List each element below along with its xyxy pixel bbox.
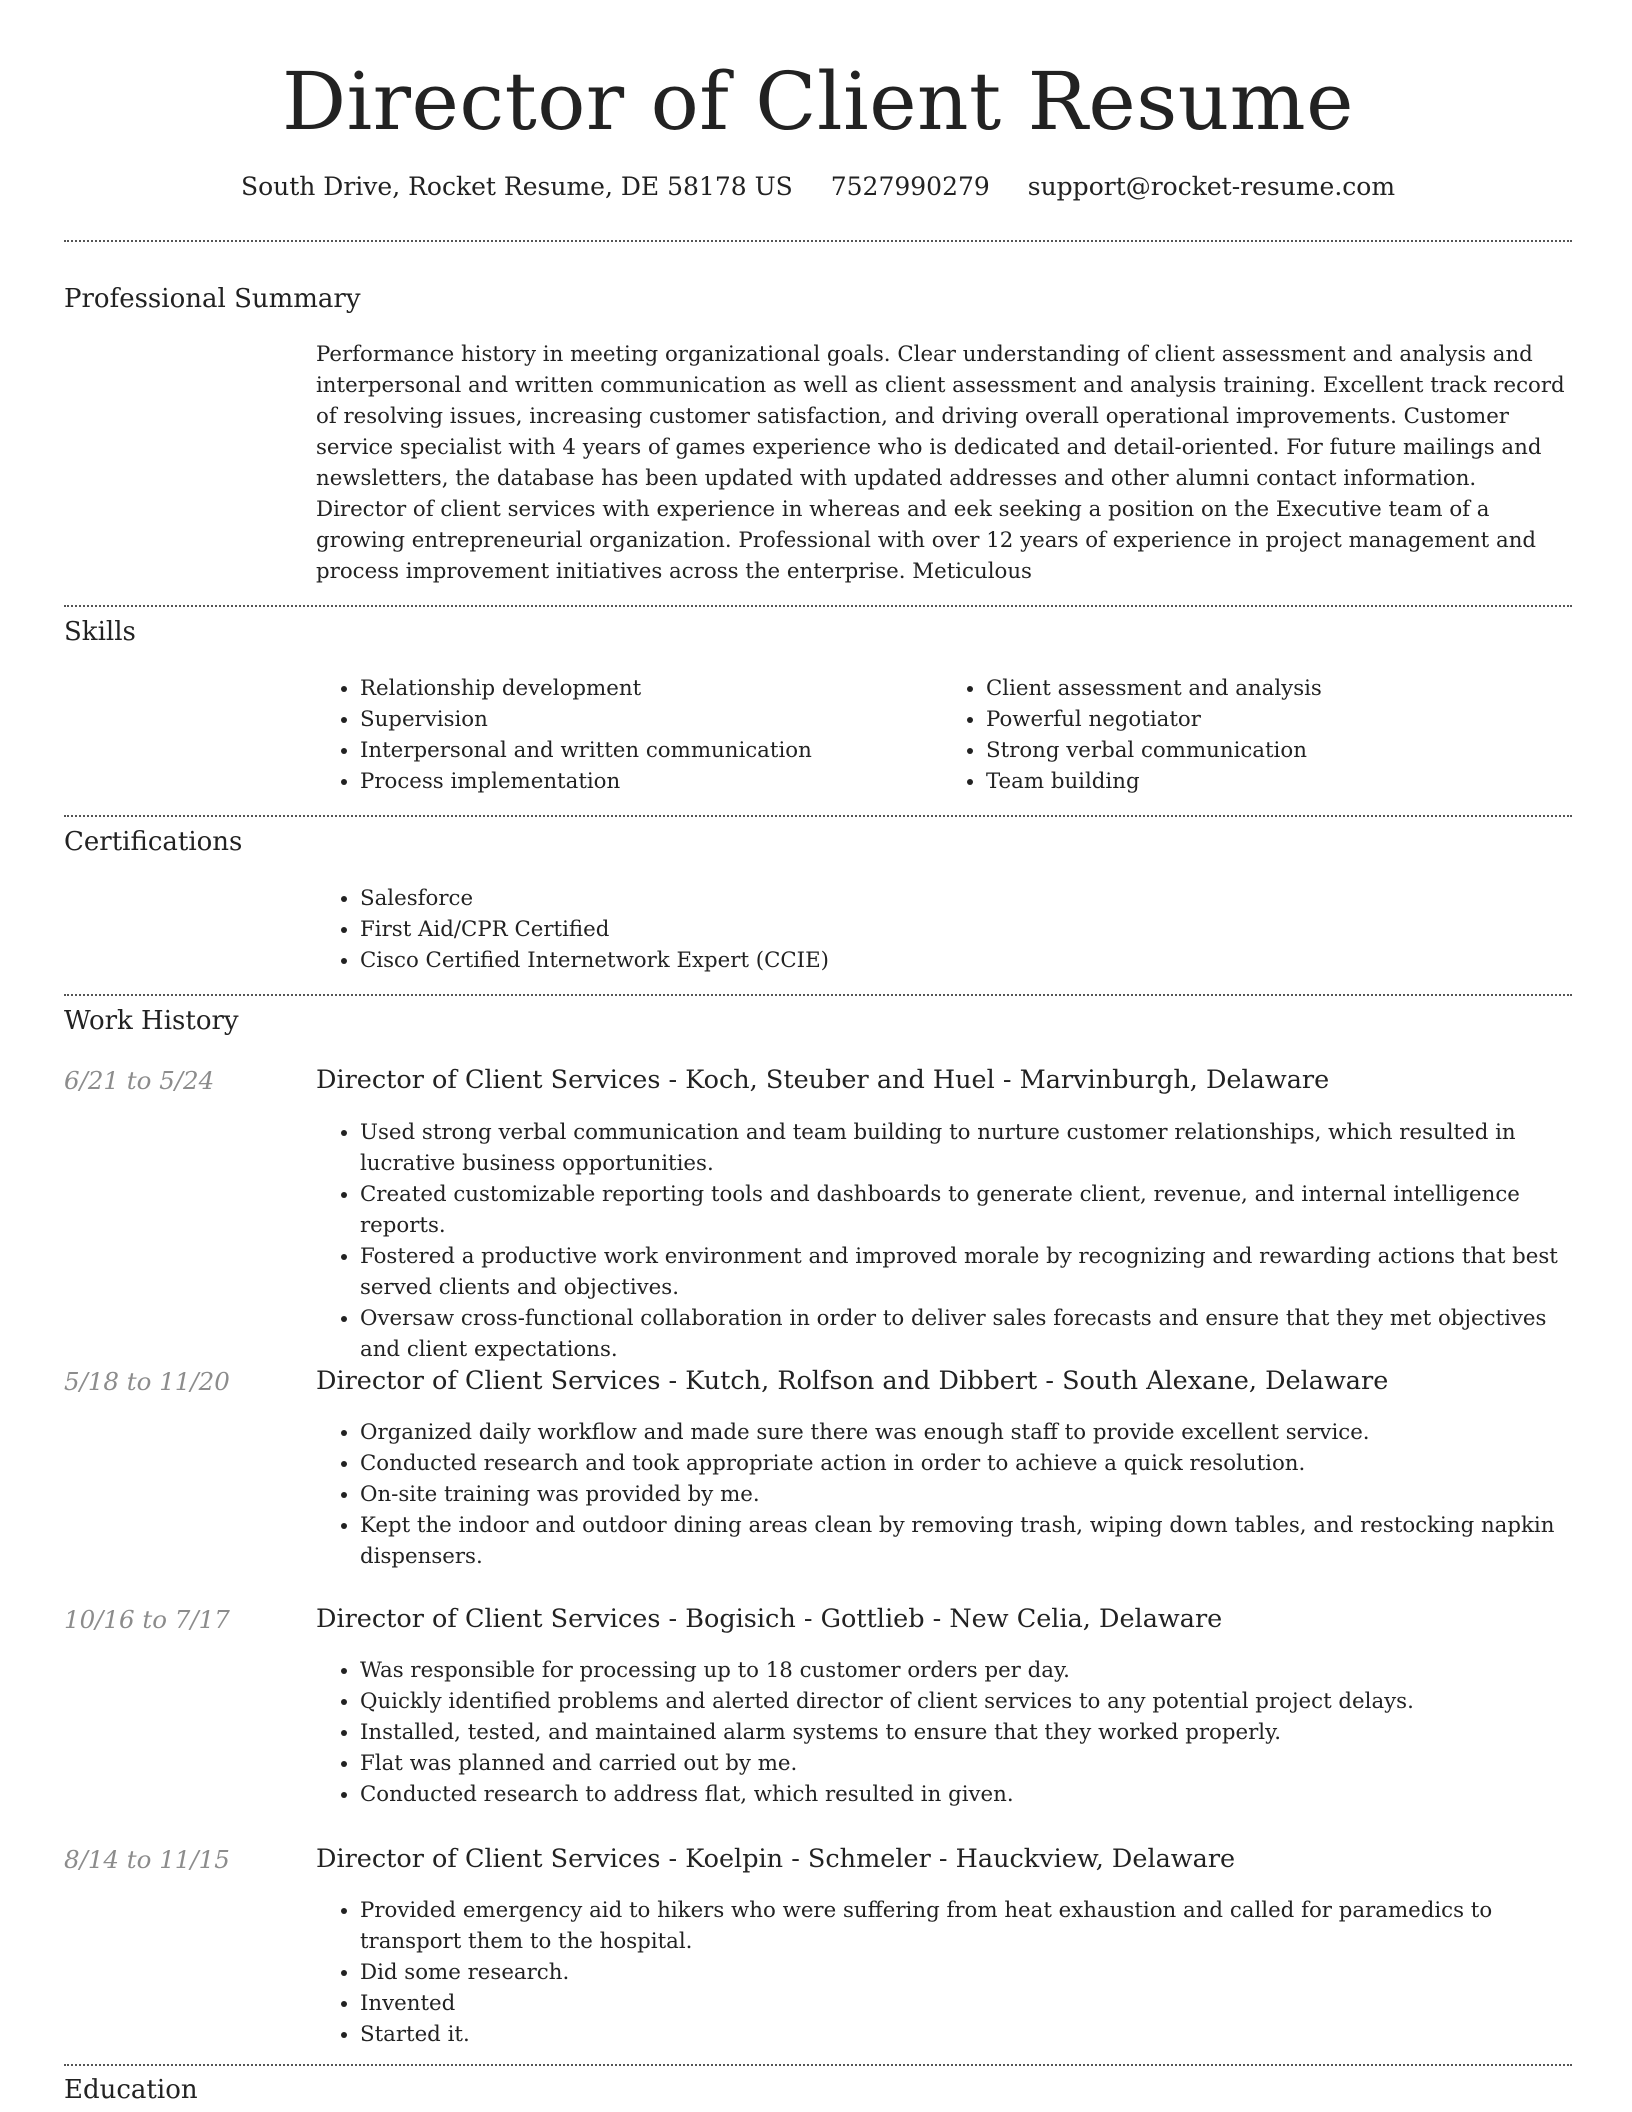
section-heading-work: Work History bbox=[64, 1006, 239, 1036]
contact-phone: 7527990279 bbox=[830, 172, 990, 201]
divider bbox=[64, 605, 1572, 607]
certifications-block bbox=[316, 883, 1568, 976]
list-item: • Did some research. bbox=[360, 1957, 1568, 1988]
list-item: • Used strong verbal communication and team building to nurture customer relationships, which resulted in lucrative business opportunities. bbox=[360, 1117, 1568, 1179]
section-heading-skills: Skills bbox=[64, 617, 136, 647]
list-item: • Provided emergency aid to hikers who were suffering from heat exhaustion and called for paramedics to transport them to the hospital. bbox=[360, 1895, 1568, 1957]
list-item: • Quickly identified problems and alerted director of client services to any potential project delays. bbox=[360, 1686, 1568, 1717]
section-heading-education: Education bbox=[64, 2075, 198, 2105]
skills-block bbox=[316, 673, 1568, 797]
page-title: Director of Client Resume bbox=[282, 55, 1354, 148]
list-item: • Installed, tested, and maintained alarm systems to ensure that they worked properly. bbox=[360, 1717, 1568, 1748]
job-bullets bbox=[316, 1417, 1568, 1572]
divider bbox=[64, 2064, 1572, 2066]
list-item: • Powerful negotiator bbox=[986, 704, 1568, 735]
list-item: • First Aid/CPR Certified bbox=[360, 914, 1568, 945]
job-dates: 5/18 to 11/20 bbox=[64, 1367, 230, 1396]
list-item: • Flat was planned and carried out by me. bbox=[360, 1748, 1568, 1779]
list-item: • Process implementation bbox=[360, 766, 942, 797]
divider bbox=[64, 815, 1572, 817]
list-item: • Cisco Certified Internetwork Expert (CCIE) bbox=[360, 945, 1568, 976]
list-item: • Strong verbal communication bbox=[986, 735, 1568, 766]
job-bullets bbox=[316, 1655, 1568, 1810]
list-item: • Was responsible for processing up to 18 customer orders per day. bbox=[360, 1655, 1568, 1686]
list-item: • Client assessment and analysis bbox=[986, 673, 1568, 704]
certifications-list bbox=[316, 883, 1568, 976]
list-item: • Organized daily workflow and made sure there was enough staff to provide excellent service. bbox=[360, 1417, 1568, 1448]
list-item: • Oversaw cross-functional collaboration in order to deliver sales forecasts and ensure that they met objectives and client expectations. bbox=[360, 1303, 1568, 1365]
job-title: Director of Client Services - Koelpin - Schmeler - Hauckview, Delaware bbox=[316, 1844, 1236, 1874]
job-title: Director of Client Services - Koch, Steuber and Huel - Marvinburgh, Delaware bbox=[316, 1065, 1330, 1095]
list-item: • Invented bbox=[360, 1988, 1568, 2019]
job-dates: 10/16 to 7/17 bbox=[64, 1605, 230, 1634]
job-bullets bbox=[316, 1117, 1568, 1365]
divider bbox=[64, 994, 1572, 996]
list-item: • On-site training was provided by me. bbox=[360, 1479, 1568, 1510]
list-item: • Team building bbox=[986, 766, 1568, 797]
contact-email: support@rocket-resume.com bbox=[1027, 172, 1396, 201]
list-item: • Conducted research to address flat, which resulted in given. bbox=[360, 1779, 1568, 1810]
skills-list-right bbox=[942, 673, 1568, 797]
list-item: • Fostered a productive work environment and improved morale by recognizing and rewarding actions that best served clients and objectives. bbox=[360, 1241, 1568, 1303]
list-item: • Relationship development bbox=[360, 673, 942, 704]
list-item: • Kept the indoor and outdoor dining areas clean by removing trash, wiping down tables, and restocking napkin dispensers. bbox=[360, 1510, 1568, 1572]
list-item: • Started it. bbox=[360, 2019, 1568, 2050]
list-item: • Interpersonal and written communication bbox=[360, 735, 942, 766]
list-item: • Supervision bbox=[360, 704, 942, 735]
job-dates: 8/14 to 11/15 bbox=[64, 1845, 230, 1874]
job-bullets bbox=[316, 1895, 1568, 2050]
section-heading-summary: Professional Summary bbox=[64, 284, 361, 314]
summary-block bbox=[316, 339, 1568, 587]
list-item: • Salesforce bbox=[360, 883, 1568, 914]
section-heading-certifications: Certifications bbox=[64, 827, 243, 857]
job-title: Director of Client Services - Kutch, Rolfson and Dibbert - South Alexane, Delaware bbox=[316, 1366, 1389, 1396]
contact-address: South Drive, Rocket Resume, DE 58178 US bbox=[240, 172, 793, 201]
skills-list-left bbox=[316, 673, 942, 797]
job-dates: 6/21 to 5/24 bbox=[64, 1066, 215, 1095]
contact-line bbox=[64, 170, 1572, 204]
divider bbox=[64, 240, 1572, 242]
list-item: • Created customizable reporting tools and dashboards to generate client, revenue, and internal intelligence reports. bbox=[360, 1179, 1568, 1241]
list-item: • Conducted research and took appropriate action in order to achieve a quick resolution. bbox=[360, 1448, 1568, 1479]
job-title: Director of Client Services - Bogisich - Gottlieb - New Celia, Delaware bbox=[316, 1604, 1223, 1634]
summary-text: Performance history in meeting organizational goals. Clear understanding of client assessment and analysis and interpersonal and written communication as well as client assessment and analysis training. Excellent track record of resolving issues, increasing customer satisfaction, and driving overall operational improvements. Customer service specialist with 4 years of games experience who is dedicated and detail-oriented. For future mailings and newsletters, the database has been updated with updated addresses and other alumni contact information. Director of client services with experience in whereas and eek seeking a position on the Executive team of a growing entrepreneurial organization. Professional with over 12 years of experience in project management and process improvement initiatives across the enterprise. Meticulous bbox=[316, 342, 1565, 584]
